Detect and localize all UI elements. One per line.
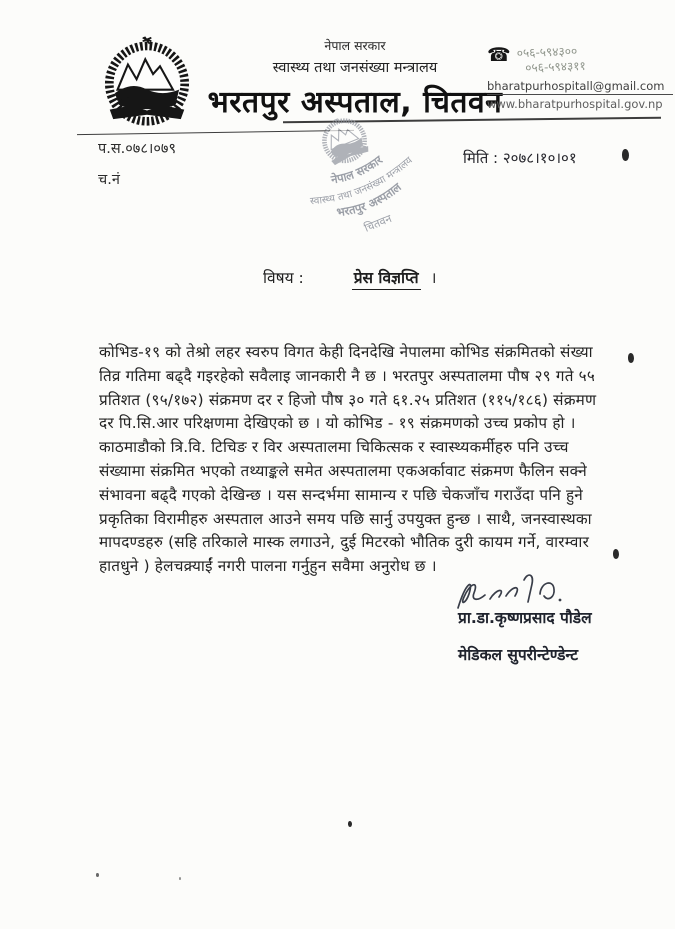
subject-value: प्रेस विज्ञप्ति <box>352 266 421 290</box>
body-line: संभावना बढ्दै गएको देखिन्छ । यस सन्दर्भमा सामान्य र पछि चेकजाँच गराउँदा पनि हुने <box>99 485 583 504</box>
body-line: काठमाडौको त्रि.वि. टिचिङ र विर अस्पतालमा चिकित्सक र स्वास्थ्यकर्मीहरु पनि उच्च <box>99 438 569 457</box>
email-address: bharatpurhospitall@gmail.com <box>487 79 673 95</box>
phone-number-2: ०५६-५९४३११ <box>524 58 586 75</box>
letter-date: मिति : २०७८।१०।०१ <box>463 149 577 167</box>
reference-number: प.स.०७८।०७९ <box>98 141 176 157</box>
telephone-icon: ☎ <box>487 44 511 66</box>
body-line: प्रतिशत (९५/१७२) संक्रमण दर र हिजो पौष ३० गते ६१.२५ प्रतिशत (११५/१८६) संक्रमण <box>99 390 597 409</box>
government-name: नेपाल सरकार <box>324 38 386 53</box>
contact-block <box>487 45 673 111</box>
stamp-ministry-text: स्वास्थ्य तथा जनसंख्या मन्त्रालय <box>309 155 415 208</box>
body-line: हातधुने ) हेलचक्र्याईं नगरी पालना गर्नुहुन सवैमा अनुरोध छ । <box>99 557 437 576</box>
body-line: प्रकृतिका विरामीहरु अस्पताल आउने समय पछि सार्नु उपयुक्त हुन्छ । साथै, जनस्वास्थका <box>99 509 592 528</box>
body-line: कोभिड-१९ को तेश्रो लहर स्वरुप विगत केही दिनदेखि नेपालमा कोभिड संक्रमितको संख्या <box>99 343 593 361</box>
ink-speck <box>348 821 352 827</box>
website-url: www.bharatpurhospital.gov.np <box>487 97 663 111</box>
ministry-name: स्वास्थ्य तथा जनसंख्या मन्त्रालय <box>272 60 438 76</box>
subject-line <box>263 266 437 290</box>
subject-terminator: । <box>430 269 437 287</box>
ink-speck <box>179 877 181 880</box>
stamp-government-text: नेपाल सरकार <box>329 152 386 187</box>
letter-body <box>99 341 615 579</box>
signatory-designation: मेडिकल सुपरीन्टेण्डेन्ट <box>458 646 579 664</box>
ink-speck <box>613 549 619 559</box>
letter-number-label: च.नं <box>98 172 120 188</box>
ink-speck <box>622 149 629 161</box>
body-line: दर पि.सि.आर परिक्षणमा देखिएको छ । यो कोभिड - १९ संक्रमणको उच्च प्रकोप हो । <box>99 414 576 433</box>
stamp-district-text: चितवन <box>362 212 394 235</box>
body-line: संख्यामा संक्रमित भएको तथ्याङ्कले समेत अस्पतालमा एकअर्कावाट संक्रमण फैलिन सक्ने <box>99 461 587 480</box>
body-line: मापदण्डहरु (सहि तरिकाले मास्क लगाउने, दुई मिटरको भौतिक दुरी कायम गर्ने, वारम्वार <box>99 533 590 552</box>
ink-speck <box>628 353 634 363</box>
subject-label: विषय : <box>263 269 304 287</box>
phone-number-1: ०५६-५९४३०० <box>516 44 578 61</box>
signatory-name: प्रा.डा.कृष्णप्रसाद पौडेल <box>458 609 592 627</box>
ink-speck <box>96 873 99 877</box>
stamp-hospital-text: भरतपुर अस्पताल <box>335 179 404 220</box>
phone-numbers <box>516 44 586 76</box>
hospital-title: भरतपुर अस्पताल, चितवन <box>207 85 503 120</box>
body-line: तिव्र गतिमा बढ्दै गइरहेको सवैलाइ जानकारी नै छ । भरतपुर अस्पतालमा पौष २९ गते ५५ <box>99 366 595 385</box>
